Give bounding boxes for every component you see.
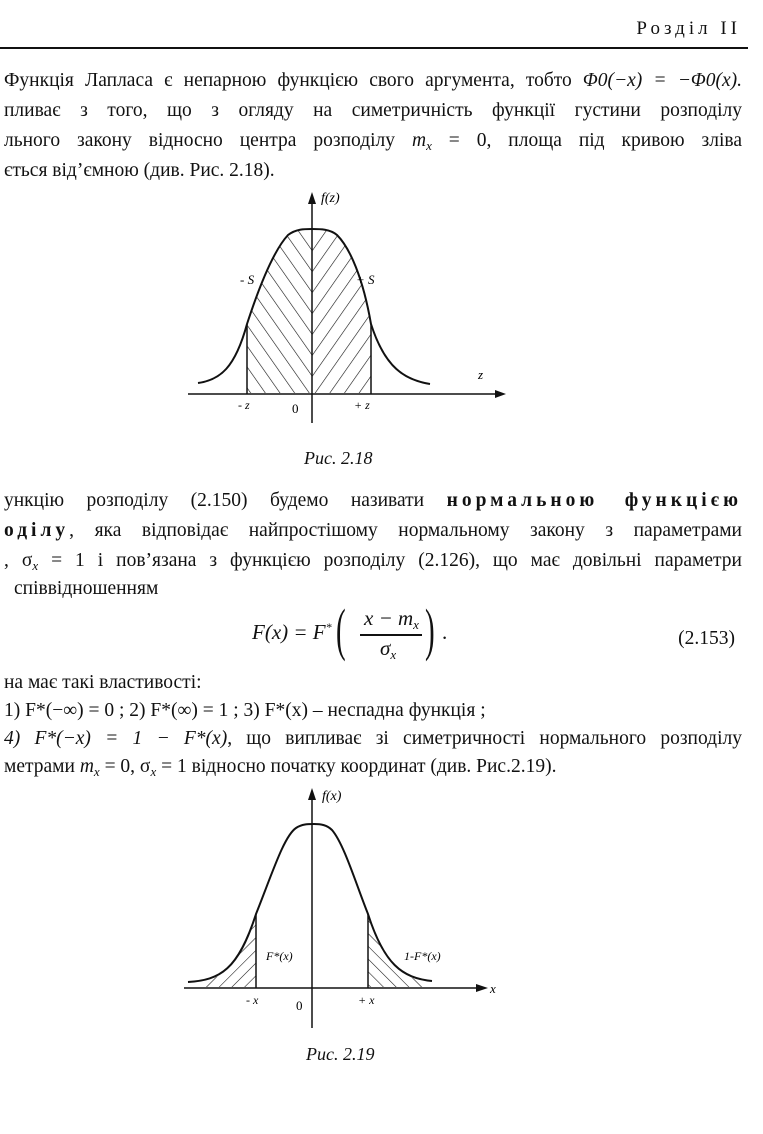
para2-text: , σ	[4, 550, 33, 571]
para2-line3	[4, 550, 742, 574]
header-rule	[0, 47, 748, 49]
figure-2-18	[180, 188, 510, 428]
para1-text: Функція Лапласа є непарною функцією свого аргумента, тобто	[4, 70, 583, 91]
mx-symbol: $m_x$	[411, 130, 432, 153]
density-curve	[188, 824, 432, 982]
equation-number: (2.153)	[678, 628, 735, 649]
fig1-plus-z: + z	[354, 398, 370, 412]
fig1-ylabel: f(z)	[321, 191, 340, 206]
fig1-minus-s: - S	[240, 272, 255, 287]
mx-symbol: m	[79, 756, 94, 777]
subscript: x	[93, 764, 100, 779]
eq-rparen: )	[425, 597, 435, 662]
para3-line2: 1) F*(−∞) = 0 ; 2) F*(∞) = 1 ; 3) F*(x) – неспадна функція ;	[4, 700, 486, 721]
fig1-zero: 0	[292, 401, 299, 416]
eq-num-sub: x	[413, 617, 419, 632]
eq-denominator	[380, 636, 396, 663]
fig2-zero: 0	[296, 998, 303, 1013]
eq-lparen: (	[336, 597, 346, 662]
para1-line1	[4, 70, 742, 92]
term-bold: нормальною функцією	[446, 490, 742, 511]
x-axis-arrow	[495, 390, 506, 398]
para3-line1: на має такі властивості:	[4, 672, 202, 693]
laplace-identity: Φ0(−x) = −Φ0(x).	[582, 70, 742, 91]
para3-text: = 0, σ	[99, 756, 151, 777]
para3-line3	[4, 728, 742, 750]
eq-num-text: x − m	[364, 606, 414, 630]
eq-tail: .	[442, 620, 448, 644]
eq-star: *	[325, 620, 332, 634]
right-hatched-area	[312, 218, 372, 394]
para3-text: метрами	[4, 756, 80, 777]
fig1-caption: Рис. 2.18	[304, 448, 373, 468]
fig2-minus-x: - x	[246, 993, 259, 1007]
property-4-formula: 4) F*(−x) = 1 − F*(x)	[4, 728, 228, 749]
para2-text: ункцію розподілу (2.150) будемо називати	[4, 490, 447, 511]
eq-lhs-text: F(x) = F	[252, 620, 326, 644]
fig1-plus-s: + S	[356, 272, 375, 287]
eq-numerator	[364, 606, 419, 633]
para1-line2: пливає з того, що з огляду на симетричність функції густини розподілу	[4, 100, 742, 121]
figure-2-19	[180, 784, 510, 1034]
para2-line4: співвідношенням	[14, 578, 159, 599]
para2-line1	[4, 490, 742, 512]
eq-den-text: σ	[380, 636, 391, 660]
left-tail-area	[180, 904, 260, 994]
fig2-right-area-label: 1-F*(x)	[404, 949, 441, 963]
subscript: x	[150, 764, 157, 779]
running-head: Розділ II	[636, 18, 741, 39]
term-bold: оділу	[4, 520, 70, 541]
x-axis-arrow	[476, 984, 488, 992]
para3-text: = 1 відносно початку координат (див. Рис.2.19).	[156, 756, 557, 777]
para3-text: , що випливає зі симетричності нормального розподілу	[227, 728, 742, 749]
para2-text: , яка відповідає найпростішому нормальному закону з параметрами	[69, 520, 742, 541]
fig1-xlabel: z	[478, 367, 484, 382]
para1-text: = 0, площа під кривою зліва	[431, 130, 742, 151]
fig2-caption: Рис. 2.19	[306, 1044, 375, 1064]
fig2-xlabel: x	[490, 981, 496, 996]
fig2-left-area-label: F*(x)	[266, 949, 293, 963]
fig1-minus-z: - z	[238, 398, 250, 412]
para2-line2	[4, 520, 742, 542]
fig2-ylabel: f(x)	[322, 789, 342, 804]
para1-line3	[4, 130, 742, 154]
eq-lhs	[252, 620, 332, 645]
para2-text: = 1 і пов’язана з функцією розподілу (2.126), що має довільні параметри	[38, 550, 742, 571]
y-axis-arrow	[308, 192, 316, 204]
para1-line4: ється від’ємною (див. Рис. 2.18).	[4, 160, 275, 181]
y-axis-arrow	[308, 788, 316, 800]
para3-line4	[4, 756, 556, 780]
equation-2-153	[252, 598, 452, 666]
subscript: x	[32, 558, 39, 573]
eq-den-sub: x	[390, 647, 397, 662]
fig2-plus-x: + x	[358, 993, 375, 1007]
para1-text: льного закону відносно центра розподілу	[4, 130, 412, 151]
